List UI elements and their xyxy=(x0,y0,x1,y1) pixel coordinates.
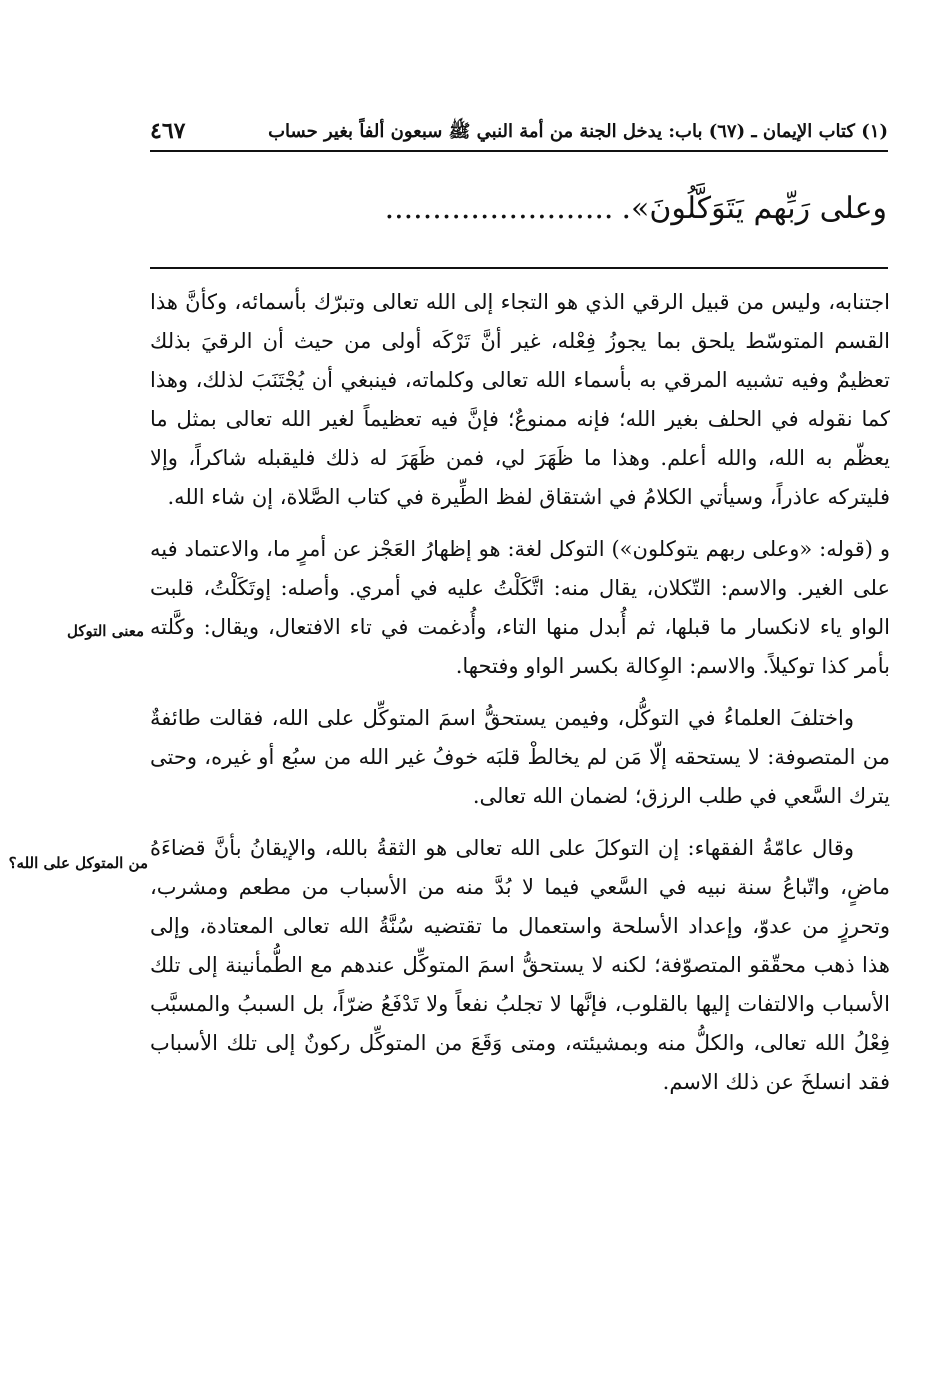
margin-note-who-is-mutawakkil: من المتوكل على الله؟ xyxy=(8,854,148,872)
margin-note-tawakkul-meaning: معنى التوكل xyxy=(66,622,144,640)
paragraph: وقال عامّةُ الفقهاء: إن التوكلَ على الله تعالى هو الثقةُ بالله، والإيقانُ بأنَّ قضاءَهُ ماضٍ، واتّباعُ سنة نبيه في السَّعي فيما لا بُدَّ منه من الأسباب من مطعم ومشرب، وتحرزٍ من عدوّ، وإعداد الأسلحة واستعمال ما تقتضيه سُنَّةُ الله تعالى المعتادة، وإلى هذا ذهب محقّقو المتصوّفة؛ لكنه لا يستحقُّ اسمَ المتوكِّل عندهم مع الطُّمأنينة إلى تلك الأسباب والالتفات إليها بالقلوب، فإنَّها لا تجلبُ نفعاً ولا تَدْفَعُ ضرّاً، بل السببُ والمسبَّب فِعْلُ الله تعالى، والكلُّ منه وبمشيئته، ومتى وَقَعَ من المتوكِّل ركونٌ إلى تلك الأسباب فقد انسلخَ عن ذلك الاسم. xyxy=(150,836,890,1094)
hadith-dots: ........................ xyxy=(384,191,614,226)
running-title: (١) كتاب الإيمان ـ (٦٧) باب: يدخل الجنة من أمة النبي ﷺ سبعون ألفاً بغير حساب xyxy=(268,121,888,142)
hadith-line xyxy=(385,186,887,232)
paragraph: اجتنابه، وليس من قبيل الرقي الذي هو التجاء إلى الله تعالى وتبرّك بأسمائه، وكأنَّ هذا القسم المتوسّط يلحق بما يجوزُ فِعْله، غير أنَّ تَرْكَه أولى من حيث أن الرقيَ بذلك تعظيمٌ وفيه تشبيه المرقي به بأسماء الله تعالى وكلماته، فينبغي أن يُجْتَنَبَ لذلك، وهذا كما نقوله في الحلف بغير الله؛ فإنه ممنوعٌ؛ فإنَّ فيه تعظيماً لغير الله تعالى بمثل ما يعظّم به الله، والله أعلم. وهذا ما ظَهَرَ لي، فمن ظَهَرَ له ذلك فليقبله شاكراً، وإلا فليتركه عاذراً، وسيأتي الكلامُ في اشتقاق لفظ الطِّيرة في كتاب الصَّلاة، إن شاء الله. xyxy=(150,290,890,509)
footnote-separator xyxy=(150,267,888,269)
paragraph: و (قوله: «وعلى ربهم يتوكلون») التوكل لغة: هو إظهارُ العَجْز عن أمرٍ ما، والاعتماد فيه على الغير. والاسم: التّكلان، يقال منه: اتَّكَلْتُ عليه في أمري. وأصله: إوتَكَلْتُ، قلبت الواو ياء لانكسار ما قبلها، ثم أُبدل منها التاء، وأُدغمت في تاء الافتعال، ويقال: وكَّلته بأمر كذا توكيلاً. والاسم: الوِكالة بكسر الواو وفتحها. xyxy=(150,537,890,678)
hadith-text: وعلى رَبِّهم يَتَوَكَّلُونَ». xyxy=(621,191,887,226)
page-header xyxy=(150,120,888,152)
page-number: ٤٦٧ xyxy=(150,118,186,144)
paragraph: واختلفَ العلماءُ في التوكُّل، وفيمن يستحقُّ اسمَ المتوكِّل على الله، فقالت طائفةٌ من المتصوفة: لا يستحقه إلّا مَن لم يخالطْ قلبَه خوفُ غير الله من سبُع أو غيره، وحتى يترك السَّعي في طلب الرزق؛ لضمان الله تعالى. xyxy=(150,706,890,808)
commentary-body xyxy=(150,283,890,1115)
